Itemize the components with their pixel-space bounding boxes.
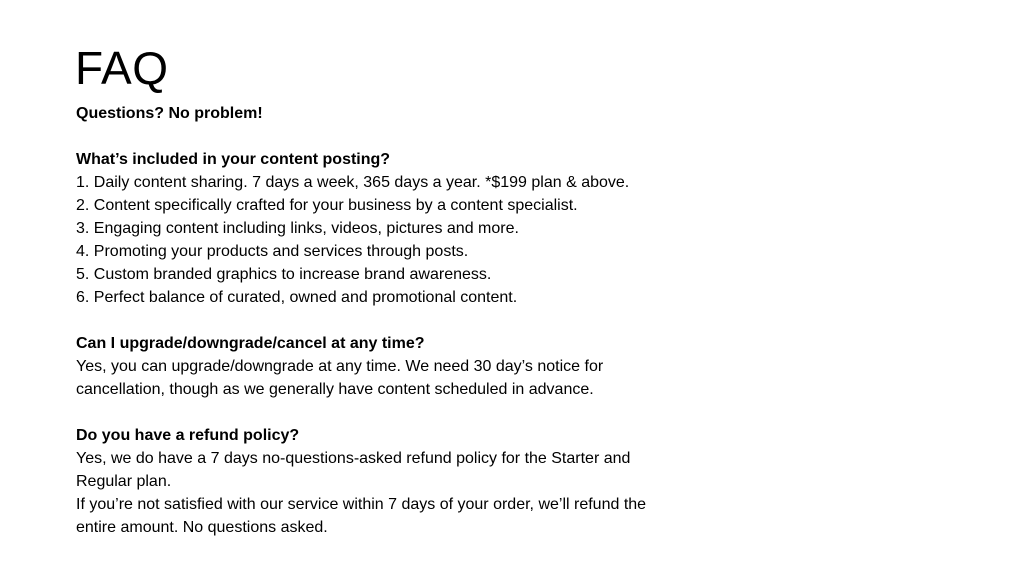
faq-answer-line: 3. Engaging content including links, videos, pictures and more. xyxy=(76,220,519,237)
faq-answer-line: cancellation, though as we generally have content scheduled in advance. xyxy=(76,381,594,398)
faq-question-content-posting: What’s included in your content posting? xyxy=(76,151,391,168)
faq-answer-line: Yes, you can upgrade/downgrade at any time. We need 30 day’s notice for xyxy=(76,358,604,375)
spacer xyxy=(76,309,756,332)
faq-question-upgrade: Can I upgrade/downgrade/cancel at any time? xyxy=(76,335,425,352)
faq-question-refund: Do you have a refund policy? xyxy=(76,427,300,444)
faq-answer-line: 4. Promoting your products and services through posts. xyxy=(76,243,469,260)
faq-answer-line: If you’re not satisfied with our service within 7 days of your order, we’ll refund the xyxy=(76,496,647,513)
faq-answer-line: 6. Perfect balance of curated, owned and promotional content. xyxy=(76,289,518,306)
faq-answer-line: 5. Custom branded graphics to increase brand awareness. xyxy=(76,266,492,283)
page-title: FAQ xyxy=(75,42,169,94)
faq-answer-line: Regular plan. xyxy=(76,473,172,490)
faq-answer-line: entire amount. No questions asked. xyxy=(76,519,328,536)
faq-answer-line: 1. Daily content sharing. 7 days a week, 365 days a year. *$199 plan & above. xyxy=(76,174,630,191)
faq-answer-line: 2. Content specifically crafted for your business by a content specialist. xyxy=(76,197,578,214)
subtitle: Questions? No problem! xyxy=(76,105,263,122)
faq-content xyxy=(76,102,756,539)
spacer xyxy=(76,401,756,424)
faq-answer-line: Yes, we do have a 7 days no-questions-asked refund policy for the Starter and xyxy=(76,450,631,467)
spacer xyxy=(76,125,756,148)
